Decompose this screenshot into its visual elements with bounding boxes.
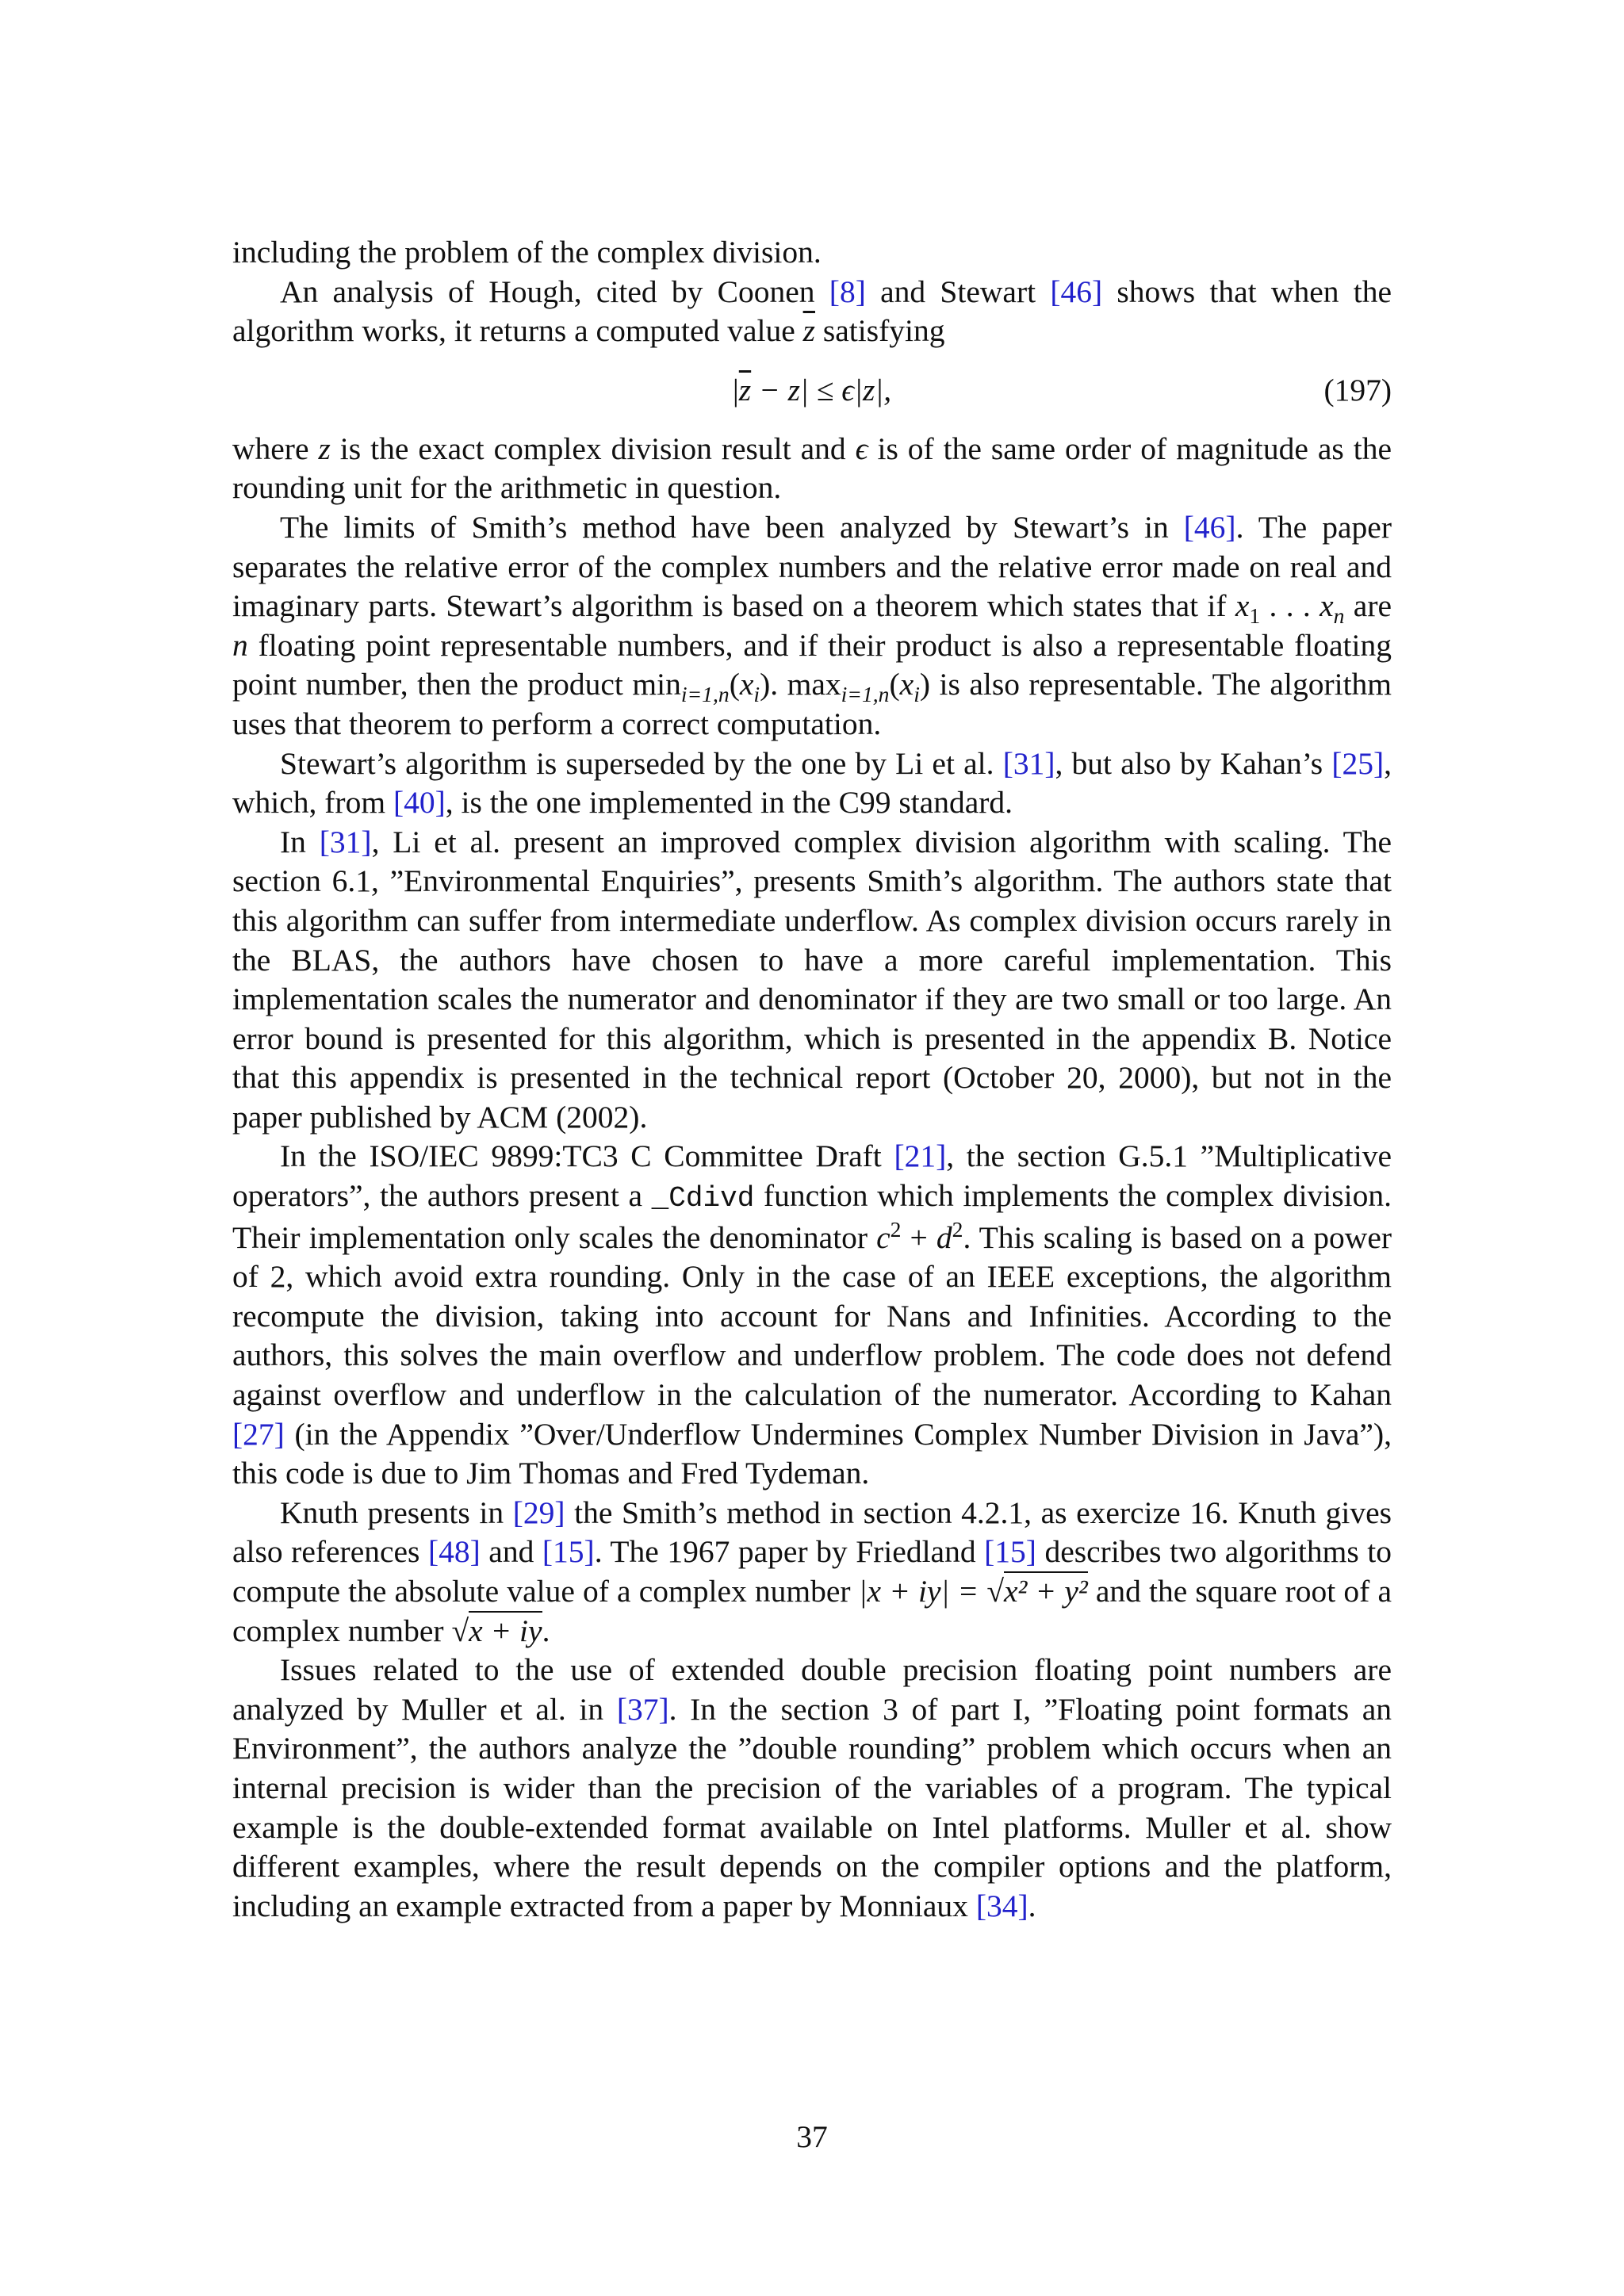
paragraph-text: . The 1967 paper by Friedland	[594, 1534, 985, 1570]
math-denominator: $c^2 + d^2$	[876, 1216, 963, 1255]
paragraph-text: The limits of Smith’s method have been analyzed by Stewart’s in	[280, 509, 1184, 545]
math-z: z	[318, 430, 331, 466]
paragraph-text: Stewart’s algorithm is superseded by the one by Li et al.	[280, 745, 1003, 781]
paragraph-text: is also representable. The algorithm uses that theorem to perform a correct computation.	[232, 667, 1392, 741]
paragraph	[232, 744, 1392, 823]
paragraph-text: An analysis of Hough, cited by Coonen	[280, 274, 829, 309]
paragraph-text: , which, from	[232, 745, 1392, 821]
paragraph-text: . The paper separates the relative error of the complex numbers and the relative error made on real and imaginary parts. Stewart’s algorithm is based on a theorem which states that if	[232, 509, 1392, 624]
citation-link[interactable]: [15]	[984, 1534, 1036, 1570]
paragraph-text: (in the Appendix ”Over/Underflow Undermines Complex Number Division in Java”), this code is due to Jim Thomas and Fred Tydeman.	[232, 1416, 1392, 1491]
paragraph-text: the Smith’s method in section 4.2.1, as exercize 16. Knuth gives also references	[232, 1494, 1392, 1570]
math-sequence: $x_1$ . . . $x_n$	[1235, 588, 1345, 629]
paragraph-text: where	[232, 430, 319, 466]
equation-block	[232, 351, 1392, 430]
paragraph-text: function which implements the complex division. Their implementation only scales the denominator	[232, 1178, 1392, 1255]
code-identifier: _Cdivd	[651, 1182, 755, 1215]
paragraph-text: is the exact complex division result and	[330, 430, 856, 466]
citation-link[interactable]: [21]	[894, 1138, 947, 1174]
citation-link[interactable]: [46]	[1183, 509, 1236, 545]
paragraph-text: , but also by Kahan’s	[1055, 745, 1332, 781]
paragraph-text: In	[280, 824, 320, 859]
paragraph-text: .	[1028, 1888, 1036, 1923]
page-body	[232, 233, 1392, 1926]
paragraph-text: . This scaling is based on a power of 2, which avoid extra rounding. Only in the case of an IEEE exceptions, the algorithm recompute the division, taking into account for Nans and Infinities. According to the authors, this solves the main overflow and underflow problem. The code does not defend against overflow and underflow in the calculation of the numerator. According to Kahan	[232, 1219, 1392, 1413]
paragraph-text: and Stewart	[865, 274, 1051, 309]
math-epsilon: ϵ	[855, 430, 868, 466]
paragraph-text: Issues related to the use of extended double precision floating point numbers are analyzed by Muller et al. in	[232, 1652, 1392, 1727]
paragraph-text: , Li et al. present an improved complex division algorithm with scaling. The section 6.1, ”Environmental Enquiries”, presents Smith’s algorithm. The authors state that this algorithm can suffer from intermediate underflow. As complex division occurs rarely in the BLAS, the authors have chosen to have a more careful implementation. This implementation scales the numerator and denominator if they are two small or too large. An error bound is presented for this algorithm, which is presented in the appendix B. Notice that this appendix is presented in the technical report (October 20, 2000), but not in the paper published by ACM (2002).	[232, 824, 1392, 1135]
math-min-max: $\min_{i=1,n}(x_i)$. $\max_{i=1,n}(x_i)$	[632, 667, 931, 707]
citation-link[interactable]: [48]	[427, 1534, 481, 1570]
paragraph-text: satisfying	[814, 313, 945, 349]
paragraph-text: and	[480, 1534, 542, 1570]
paragraph-text: are	[1344, 588, 1392, 624]
paragraph	[232, 273, 1392, 351]
paragraph-text: describes two algorithms to compute the absolute value of a complex number	[232, 1534, 1392, 1609]
paragraph	[232, 430, 1392, 508]
paragraph-text: . In the section 3 of part I, ”Floating point formats an Environment”, the authors analyze the ”double rounding” problem which occurs when an internal precision is wider than the precision of the variables of a program. The typical example is the double-extended format available on Intel platforms. Muller et al. show different examples, where the result depends on the compiler options and the platform, including an example extracted from a paper by Monniaux	[232, 1691, 1392, 1923]
citation-link[interactable]: [34]	[975, 1888, 1028, 1923]
paragraph-text: , the section G.5.1 ”Multiplicative operators”, the authors present a	[232, 1138, 1392, 1214]
paragraph	[232, 1137, 1392, 1493]
citation-link[interactable]: [25]	[1331, 745, 1385, 781]
paragraph-text: , is the one implemented in the C99 standard.	[445, 785, 1013, 821]
paragraph-text: and the square root of a complex number	[232, 1574, 1392, 1648]
paragraph	[232, 233, 1392, 273]
equation-formula: $|\overline{z} - z| \le \epsilon|z|$,	[732, 372, 892, 408]
citation-link[interactable]: [27]	[232, 1416, 285, 1452]
paragraph	[232, 508, 1392, 744]
paragraph	[232, 1494, 1392, 1651]
citation-link[interactable]: [8]	[829, 274, 866, 309]
math-sqrt: √x + iy	[451, 1611, 542, 1648]
paragraph-text: shows that when the algorithm works, it returns a computed value	[232, 274, 1392, 349]
paragraph	[232, 1651, 1392, 1926]
math-n: n	[232, 627, 248, 663]
citation-link[interactable]: [15]	[542, 1534, 595, 1570]
math-sqrt: √x² + y²	[986, 1571, 1087, 1609]
math-abs-complex: |x + iy| =	[858, 1574, 987, 1609]
citation-link[interactable]: [31]	[1002, 745, 1055, 781]
paragraph-text: including the problem of the complex division.	[232, 235, 822, 270]
citation-link[interactable]: [29]	[512, 1494, 565, 1530]
math-z-bar: $\overline{z}$	[802, 313, 815, 349]
paragraph-text: is of the same order of magnitude as the rounding unit for the arithmetic in question.	[232, 430, 1392, 506]
paragraph-text: .	[542, 1613, 550, 1648]
page-number: 37	[796, 2119, 828, 2154]
paragraph-text: In the ISO/IEC 9899:TC3 C Committee Draft	[280, 1138, 894, 1174]
equation-number: (197)	[1323, 372, 1392, 408]
citation-link[interactable]: [37]	[616, 1691, 669, 1727]
citation-link[interactable]: [31]	[319, 824, 372, 859]
paragraph	[232, 823, 1392, 1138]
citation-link[interactable]: [46]	[1050, 274, 1103, 309]
citation-link[interactable]: [40]	[393, 785, 446, 821]
paragraph-text: floating point representable numbers, and if their product is also a representable floating point number, then the product	[232, 627, 1392, 702]
paragraph-text: Knuth presents in	[280, 1494, 513, 1530]
